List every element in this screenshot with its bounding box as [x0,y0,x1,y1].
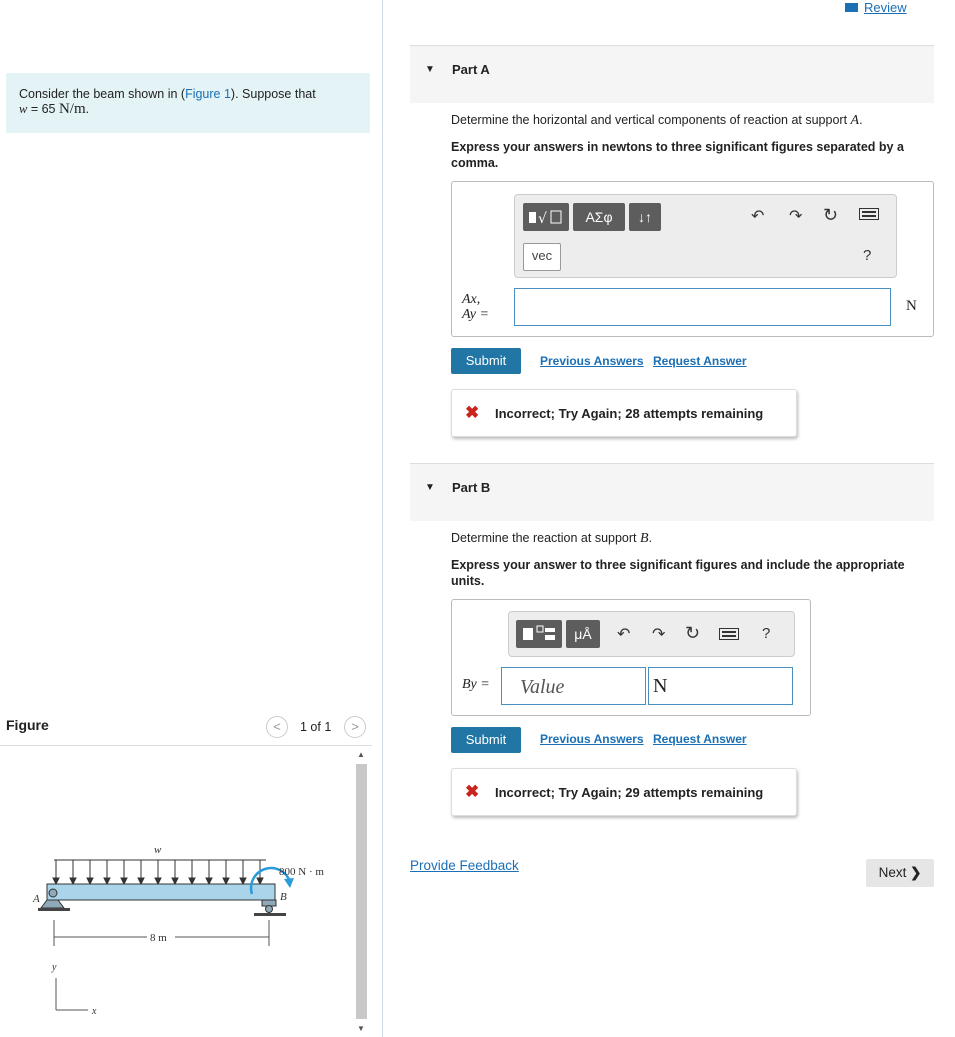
fig-label-x: x [92,1006,97,1017]
scroll-up-icon[interactable]: ▲ [357,750,365,759]
figure-scrollbar[interactable] [353,748,368,1037]
column-divider [382,0,383,1037]
w-equals: = 65 [27,102,59,116]
units-button[interactable]: μÅ [566,620,600,648]
redo-icon[interactable]: ↷ [652,626,666,643]
sqrt-template-icon [523,203,569,231]
redo-icon[interactable]: ↷ [789,208,803,225]
figure-header [0,712,372,746]
part-b-title: Part B [452,480,491,495]
part-b-request-answer-link[interactable]: Request Answer [653,732,747,746]
part-a-title: Part A [452,62,490,77]
part-a-feedback-text: Incorrect; Try Again; 28 attempts remaining [495,406,764,421]
problem-text: Consider the beam shown in ( [19,87,186,101]
part-a-submit-button[interactable]: Submit [451,348,521,374]
undo-icon[interactable]: ↶ [751,208,765,225]
part-b-feedback [451,768,797,816]
fig-label-w: w [154,844,162,856]
review-label: Review [864,0,907,15]
fig-label-b: B [280,891,287,903]
book-icon [845,3,858,12]
reset-icon[interactable]: ↻ [685,623,701,643]
part-b-instructions: Express your answer to three significant figures and include the appropriate units. [451,558,905,588]
part-b-previous-answers-link[interactable]: Previous Answers [540,732,644,746]
part-a-prompt [451,113,863,129]
next-button[interactable] [866,859,934,887]
part-a-header[interactable] [410,45,934,103]
part-a-feedback [451,389,797,437]
next-label: Next [878,865,907,880]
part-b-unit-input[interactable]: N [648,667,793,705]
part-a-unit: N [906,298,917,314]
problem-text-cont: ). Suppose that [230,87,316,101]
part-b-prompt-end: . [648,531,653,545]
figure-prev-button[interactable]: < [266,716,288,738]
part-b-prompt-text: Determine the reaction at support [451,531,640,545]
ay-label: Ay = [462,307,489,322]
part-b-prompt-var: B [640,531,649,546]
w-period: . [85,102,90,116]
part-a-answer-box [451,181,934,337]
review-link[interactable] [845,0,907,15]
part-b-answer-box [451,599,811,716]
provide-feedback-link[interactable]: Provide Feedback [410,858,519,873]
figure-title: Figure [6,717,49,733]
keyboard-icon[interactable] [719,627,739,645]
part-a-instructions: Express your answers in newtons to three significant figures separated by a comma. [451,140,904,170]
fig-label-a: A [33,893,40,905]
undo-icon[interactable]: ↶ [617,626,631,643]
vec-button[interactable]: vec [523,243,561,271]
help-icon[interactable]: ? [762,625,771,642]
scroll-down-icon[interactable]: ▼ [357,1024,365,1033]
part-a-prompt-var: A [850,113,860,128]
problem-statement [6,73,370,133]
scroll-thumb[interactable] [356,764,367,1019]
part-b-submit-button[interactable]: Submit [451,727,521,753]
fraction-template-icon [516,620,562,648]
part-a-toolbar [514,194,897,278]
chevron-right-icon: ❯ [910,865,922,880]
ax-label: Ax, [462,292,481,307]
figure-link[interactable]: Figure 1 [185,87,231,101]
figure-counter: 1 of 1 [300,720,332,734]
svg-text:√: √ [538,211,547,227]
by-label-text: By = [462,677,490,692]
part-b-toolbar [508,611,795,657]
part-b-header[interactable] [410,463,934,521]
help-icon[interactable]: ? [863,247,872,264]
templates-button[interactable] [516,620,562,648]
beam-figure [0,760,350,1030]
templates-button[interactable] [523,203,569,231]
fig-label-span: 8 m [150,932,167,944]
load-arrows [53,860,263,884]
reset-icon[interactable]: ↻ [823,205,839,225]
greek-symbols-button[interactable]: ΑΣφ [573,203,625,231]
fig-label-moment: 800 N · m [279,866,324,878]
fig-label-y: y [52,962,57,973]
part-b-feedback-text: Incorrect; Try Again; 29 attempts remaining [495,785,764,800]
error-x-icon: ✖ [465,782,480,801]
part-a-request-answer-link[interactable]: Request Answer [653,354,747,368]
part-b-value-input[interactable]: Value [501,667,646,705]
part-a-labels [462,292,489,322]
beam [47,884,275,900]
w-variable: w [19,102,28,116]
error-x-icon: ✖ [465,403,480,422]
sort-arrows-button[interactable]: ↓↑ [629,203,661,231]
collapse-triangle-icon: ▼ [425,482,435,493]
w-unit: N/m [58,101,86,117]
figure-next-button[interactable]: > [344,716,366,738]
collapse-triangle-icon: ▼ [425,64,435,75]
keyboard-icon[interactable] [859,207,879,225]
part-a-prompt-end: . [859,113,863,127]
part-a-prompt-text: Determine the horizontal and vertical components of reaction at support [451,113,851,127]
part-a-input[interactable] [514,288,891,326]
part-a-previous-answers-link[interactable]: Previous Answers [540,354,644,368]
by-label [462,677,490,693]
part-b-prompt [451,531,652,547]
